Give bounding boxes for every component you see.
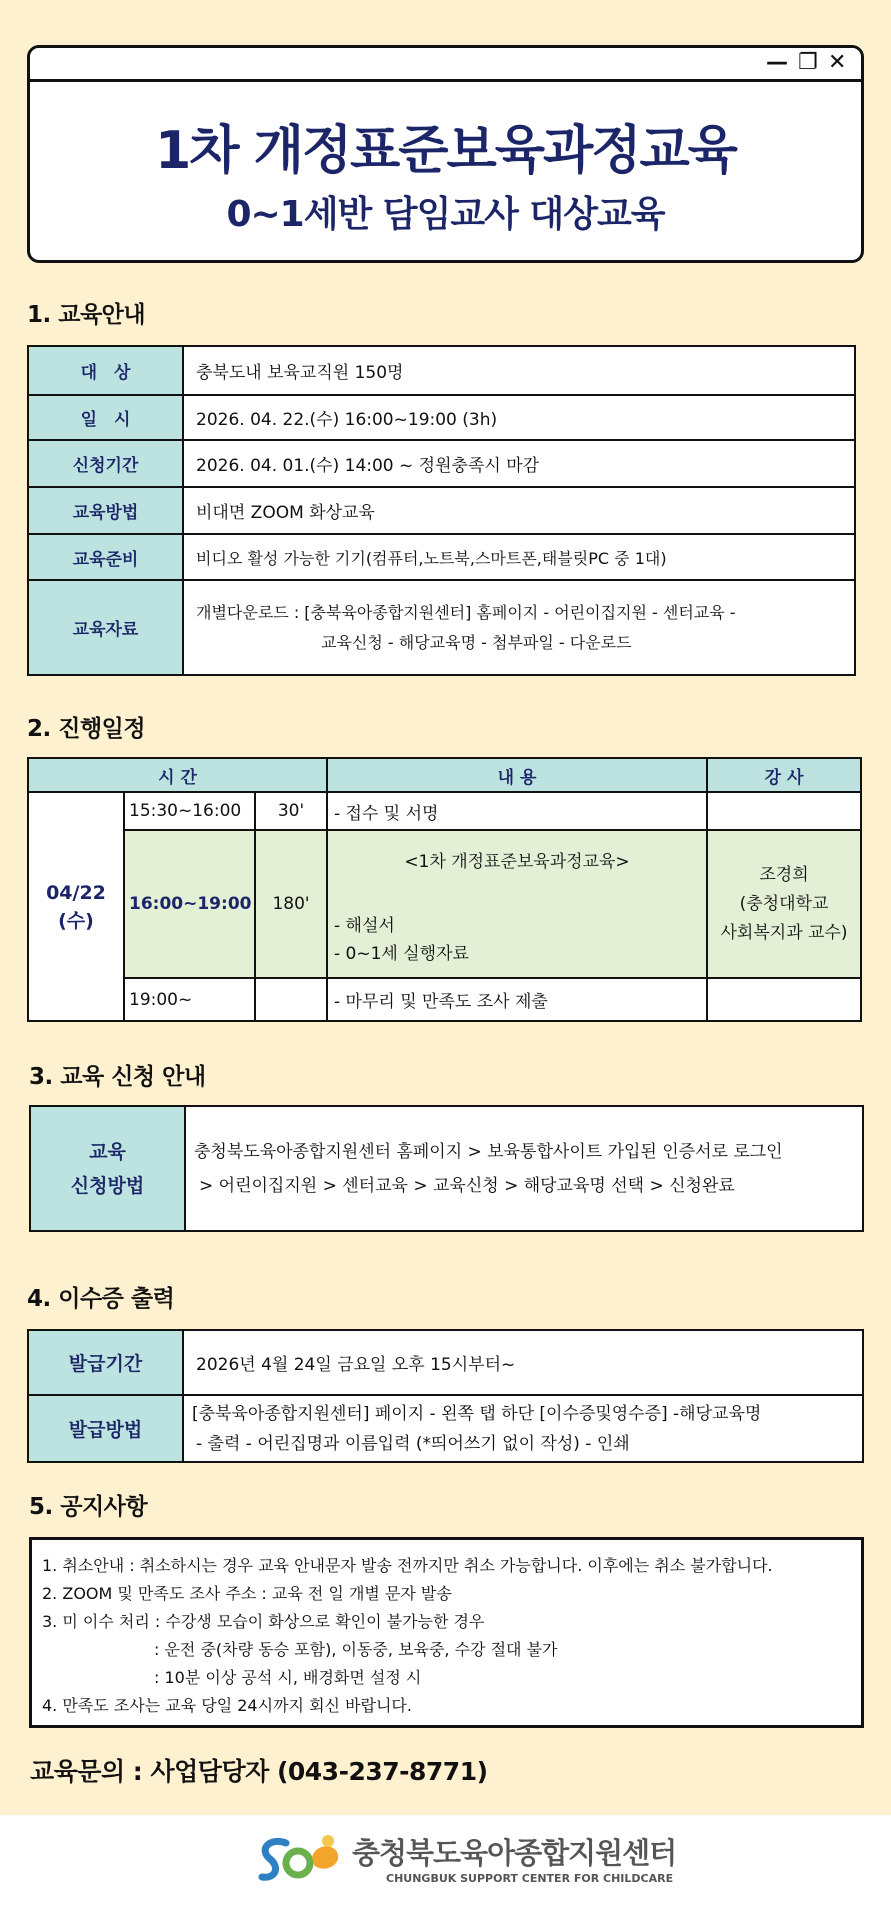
- content-item: - 0~1세 실행자료: [334, 944, 469, 964]
- notice-line: 4. 만족도 조사는 교육 당일 24시까지 회신 바랍니다.: [42, 1696, 412, 1715]
- content-cell: [327, 830, 707, 978]
- row-value: 2026. 04. 01.(수) 14:00 ~ 정원충족시 마감: [183, 440, 855, 487]
- table-row: [28, 978, 861, 1021]
- close-icon: ✕: [828, 50, 847, 75]
- row-value: 충북도내 보육교직원 150명: [183, 346, 855, 395]
- date-cell: [28, 792, 124, 1021]
- date-line: 04/22: [46, 881, 106, 904]
- restore-icon: ❐: [798, 50, 818, 75]
- row-value: 비디오 활성 가능한 기기(컴퓨터,노트북,스마트폰,태블릿PC 중 1대): [183, 534, 855, 580]
- content-item: - 해설서: [334, 916, 395, 936]
- row-value: [183, 580, 855, 675]
- certificate-table: [27, 1329, 864, 1463]
- content-cell: - 접수 및 서명: [327, 792, 707, 830]
- section-title-application-guide: 3. 교육 신청 안내: [29, 1064, 206, 1090]
- duration-cell: [255, 978, 327, 1021]
- table-row: [28, 395, 855, 440]
- row-label: 교육자료: [28, 580, 183, 675]
- time-cell: 16:00~19:00: [124, 830, 255, 978]
- content-cell: - 마무리 및 만족도 조사 제출: [327, 978, 707, 1021]
- value-line: 교육신청 - 해당교육명 - 첨부파일 - 다운로드: [321, 632, 632, 652]
- table-row: [28, 440, 855, 487]
- notice-line: 3. 미 이수 처리 : 수강생 모습이 화상으로 확인이 불가능한 경우: [42, 1612, 485, 1631]
- row-label: 교육준비: [28, 534, 183, 580]
- schedule-table: [27, 757, 862, 1022]
- row-label: 신청기간: [28, 440, 183, 487]
- page-title: 1차 개정표준보육과정교육: [155, 121, 736, 181]
- header-window: [27, 45, 864, 263]
- row-label: [30, 1106, 185, 1231]
- value-line: > 어린이집지원 > 센터교육 > 교육신청 > 해당교육명 선택 > 신청완료: [199, 1175, 735, 1196]
- label-line: 신청방법: [70, 1174, 145, 1197]
- window-title-bar: [30, 48, 861, 82]
- row-value: 2026년 4월 24일 금요일 오후 15시부터~: [183, 1330, 863, 1395]
- time-cell: 19:00~: [124, 978, 255, 1021]
- org-name: 충청북도육아종합지원센터: [352, 1836, 677, 1870]
- section-title-notice: 5. 공지사항: [29, 1494, 148, 1520]
- notice-line: 1. 취소안내 : 취소하시는 경우 교육 안내문자 발송 전까지만 취소 가능합니다. 이후에는 취소 불가합니다.: [42, 1556, 773, 1575]
- notice-line: 2. ZOOM 및 만족도 조사 주소 : 교육 전 일 개별 문자 발송: [42, 1584, 452, 1603]
- table-header-row: [28, 758, 861, 792]
- value-line: - 출력 - 어린집명과 이름입력 (*띄어쓰기 없이 작성) - 인쇄: [196, 1433, 630, 1454]
- content-title: <1차 개정표준보육과정교육>: [404, 852, 630, 872]
- footer: [0, 1815, 891, 1916]
- value-line: 충청북도육아종합지원센터 홈페이지 > 보육통합사이트 가입된 인증서로 로그인: [194, 1141, 783, 1162]
- minimize-icon: —: [766, 50, 788, 75]
- table-row: [28, 830, 861, 978]
- duration-cell: 30': [255, 792, 327, 830]
- notice-line: : 운전 중(차량 동승 포함), 이동중, 보육중, 수강 절대 불가: [154, 1640, 558, 1659]
- row-label: 대 상: [28, 346, 183, 395]
- value-line: [충북육아종합지원센터] 페이지 - 왼쪽 탭 하단 [이수증및영수증] -해당교육명: [192, 1403, 762, 1424]
- section-title-certificate: 4. 이수증 출력: [27, 1286, 175, 1312]
- lecturer-affiliation: 사회복지과 교수): [720, 922, 848, 943]
- org-name-english: CHUNGBUK SUPPORT CENTER FOR CHILDCARE: [386, 1872, 674, 1885]
- table-row: [28, 534, 855, 580]
- row-value: [183, 1395, 863, 1462]
- page-subtitle: 0~1세반 담임교사 대상교육: [226, 194, 665, 235]
- section-title-education-info: 1. 교육안내: [27, 302, 146, 328]
- row-value: 2026. 04. 22.(수) 16:00~19:00 (3h): [183, 395, 855, 440]
- date-line: (수): [58, 909, 94, 932]
- notice-box: [29, 1537, 864, 1728]
- table-row: [30, 1106, 863, 1231]
- table-row: [28, 792, 861, 830]
- section-title-schedule: 2. 진행일정: [27, 716, 146, 742]
- header-time: 시 간: [28, 758, 327, 792]
- lecturer-cell: [707, 792, 861, 830]
- header-content: 내 용: [327, 758, 707, 792]
- duration-cell: 180': [255, 830, 327, 978]
- row-label: 발급기간: [28, 1330, 183, 1395]
- table-row: [28, 487, 855, 534]
- lecturer-name: 조경희: [759, 864, 809, 885]
- education-info-table: [27, 345, 856, 676]
- org-logo-icon: [256, 1829, 342, 1889]
- value-line: 개별다운로드 : [충북육아종합지원센터] 홈페이지 - 어린이집지원 - 센터교육 -: [196, 602, 736, 622]
- table-row: [28, 346, 855, 395]
- row-value: [185, 1106, 863, 1231]
- row-label: 교육방법: [28, 487, 183, 534]
- header-lecturer: 강 사: [707, 758, 861, 792]
- table-row: [28, 1330, 863, 1395]
- row-label: 일 시: [28, 395, 183, 440]
- time-cell: 15:30~16:00: [124, 792, 255, 830]
- label-line: 교육: [89, 1140, 126, 1163]
- row-value: 비대면 ZOOM 화상교육: [183, 487, 855, 534]
- contact-info: 교육문의 : 사업담당자 (043-237-8771): [30, 1757, 488, 1786]
- lecturer-affiliation: (충청대학교: [739, 893, 829, 914]
- row-label: 발급방법: [28, 1395, 183, 1462]
- application-guide-table: [29, 1105, 864, 1232]
- lecturer-cell: [707, 830, 861, 978]
- table-row: [28, 580, 855, 675]
- notice-line: : 10분 이상 공석 시, 배경화면 설정 시: [154, 1668, 422, 1687]
- table-row: [28, 1395, 863, 1462]
- lecturer-cell: [707, 978, 861, 1021]
